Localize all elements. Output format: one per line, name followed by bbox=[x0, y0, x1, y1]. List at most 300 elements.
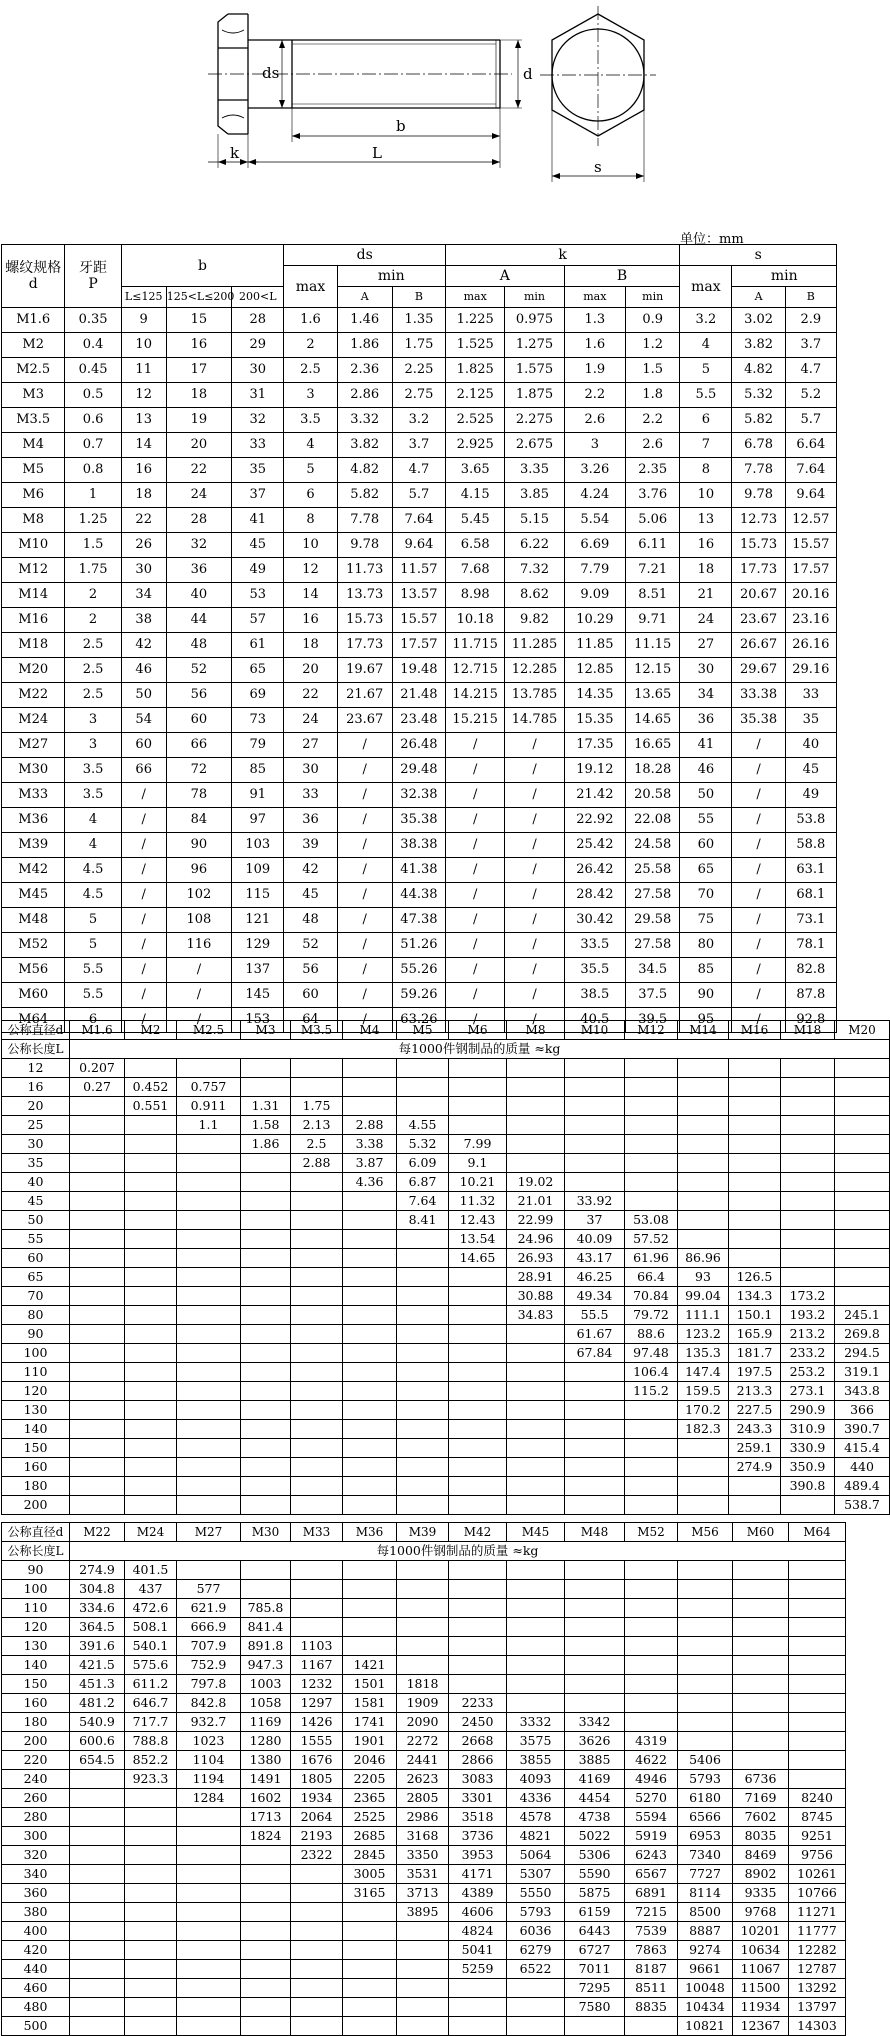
table-cell: 11.15 bbox=[626, 633, 680, 658]
table-cell: 7539 bbox=[625, 1922, 678, 1941]
table-row bbox=[2, 1998, 846, 2017]
table-cell bbox=[125, 1249, 177, 1268]
table-cell: / bbox=[505, 1008, 564, 1033]
table-cell bbox=[835, 1116, 890, 1135]
table-cell bbox=[449, 1618, 507, 1637]
table-cell: 10 bbox=[121, 333, 166, 358]
header-kA-min: min bbox=[505, 287, 564, 308]
table-cell bbox=[241, 1401, 291, 1420]
table-cell: 390.7 bbox=[835, 1420, 890, 1439]
table-cell: 1.58 bbox=[241, 1116, 291, 1135]
table-cell: 6.69 bbox=[564, 533, 625, 558]
table-cell: / bbox=[505, 958, 564, 983]
table-cell: 36 bbox=[166, 558, 231, 583]
table-cell bbox=[70, 1382, 125, 1401]
table-cell: / bbox=[505, 833, 564, 858]
table-cell bbox=[507, 1477, 565, 1496]
table-cell: 9.64 bbox=[785, 483, 836, 508]
column-header: M22 bbox=[70, 1523, 125, 1542]
table-cell: 9.82 bbox=[505, 608, 564, 633]
table-cell bbox=[397, 1941, 449, 1960]
table-cell bbox=[449, 1979, 507, 1998]
table-cell: 14 bbox=[121, 433, 166, 458]
table-cell: 193.2 bbox=[781, 1306, 835, 1325]
table-cell: 6 bbox=[284, 483, 337, 508]
table-cell: 12787 bbox=[789, 1960, 846, 1979]
thread-spec-cell: M27 bbox=[2, 733, 65, 758]
table-cell: 8240 bbox=[789, 1789, 846, 1808]
table-cell: 3.5 bbox=[65, 758, 121, 783]
table-cell: 842.8 bbox=[177, 1694, 241, 1713]
thread-spec-cell: M2 bbox=[2, 333, 65, 358]
table-cell bbox=[241, 1325, 291, 1344]
table-cell bbox=[241, 1059, 291, 1078]
table-cell bbox=[781, 1097, 835, 1116]
table-cell: 0.975 bbox=[505, 308, 564, 333]
table-cell: 5919 bbox=[625, 1827, 678, 1846]
length-cell: 30 bbox=[2, 1135, 70, 1154]
table-cell bbox=[507, 1135, 565, 1154]
table-cell: 4171 bbox=[449, 1865, 507, 1884]
table-row bbox=[2, 1656, 846, 1675]
table-row bbox=[2, 1922, 846, 1941]
table-cell bbox=[507, 1382, 565, 1401]
table-cell: 1.1 bbox=[177, 1116, 241, 1135]
table-row bbox=[2, 758, 837, 783]
table-cell: 103 bbox=[232, 833, 284, 858]
length-cell: 340 bbox=[2, 1865, 70, 1884]
table-cell: 4319 bbox=[625, 1732, 678, 1751]
table-cell: 852.2 bbox=[125, 1751, 177, 1770]
table-cell: 17.35 bbox=[564, 733, 625, 758]
table-cell: / bbox=[505, 933, 564, 958]
table-cell: 18 bbox=[284, 633, 337, 658]
table-cell: 2 bbox=[65, 608, 121, 633]
table-cell: / bbox=[121, 883, 166, 908]
table-row bbox=[2, 1808, 846, 1827]
length-cell: 60 bbox=[2, 1249, 70, 1268]
table-cell: 2.75 bbox=[392, 383, 445, 408]
thread-spec-cell: M16 bbox=[2, 608, 65, 633]
table-cell bbox=[397, 1401, 449, 1420]
table-cell: 29.16 bbox=[785, 658, 836, 683]
table-cell bbox=[789, 1618, 846, 1637]
table-cell: 1023 bbox=[177, 1732, 241, 1751]
table-cell: 4169 bbox=[565, 1770, 625, 1789]
table-cell: 1824 bbox=[241, 1827, 291, 1846]
table-cell bbox=[241, 1865, 291, 1884]
table-cell bbox=[507, 1599, 565, 1618]
table-cell: 1.86 bbox=[337, 333, 392, 358]
table-cell: 538.7 bbox=[835, 1496, 890, 1515]
table-row bbox=[2, 1420, 890, 1439]
length-cell: 260 bbox=[2, 1789, 70, 1808]
table-cell bbox=[507, 1675, 565, 1694]
table-cell: 7602 bbox=[733, 1808, 789, 1827]
table-cell: 12367 bbox=[733, 2017, 789, 2036]
table-cell bbox=[241, 1211, 291, 1230]
table-cell: 8035 bbox=[733, 1827, 789, 1846]
column-header: M30 bbox=[241, 1523, 291, 1542]
table-cell: 19.67 bbox=[337, 658, 392, 683]
table-cell: 72 bbox=[166, 758, 231, 783]
table-cell bbox=[565, 1173, 625, 1192]
table-cell: 0.4 bbox=[65, 333, 121, 358]
length-cell: 35 bbox=[2, 1154, 70, 1173]
table-cell: 111.1 bbox=[678, 1306, 729, 1325]
table-cell bbox=[449, 1268, 507, 1287]
table-cell: 10 bbox=[680, 483, 732, 508]
length-cell: 120 bbox=[2, 1382, 70, 1401]
table-cell bbox=[241, 1268, 291, 1287]
thread-spec-cell: M14 bbox=[2, 583, 65, 608]
table-cell bbox=[565, 1675, 625, 1694]
thread-spec-cell: M48 bbox=[2, 908, 65, 933]
table-cell: 2.5 bbox=[65, 683, 121, 708]
table-row bbox=[2, 1827, 846, 1846]
table-cell bbox=[125, 1827, 177, 1846]
table-cell: 60 bbox=[166, 708, 231, 733]
thread-spec-cell: M33 bbox=[2, 783, 65, 808]
table-cell bbox=[507, 1694, 565, 1713]
table-cell bbox=[241, 1846, 291, 1865]
table-cell: 33 bbox=[785, 683, 836, 708]
table-cell bbox=[291, 1230, 343, 1249]
length-cell: 140 bbox=[2, 1420, 70, 1439]
table-cell bbox=[781, 1249, 835, 1268]
thread-spec-cell: M30 bbox=[2, 758, 65, 783]
table-cell bbox=[125, 1059, 177, 1078]
table-cell bbox=[449, 1675, 507, 1694]
table-cell bbox=[678, 1116, 729, 1135]
table-cell: 7.78 bbox=[732, 458, 785, 483]
table-cell: 182.3 bbox=[678, 1420, 729, 1439]
length-cell: 40 bbox=[2, 1173, 70, 1192]
table-cell: 10766 bbox=[789, 1884, 846, 1903]
table-cell: 6.09 bbox=[397, 1154, 449, 1173]
table-cell bbox=[781, 1154, 835, 1173]
table-row bbox=[2, 1363, 890, 1382]
table-cell bbox=[177, 1306, 241, 1325]
table-cell bbox=[507, 1656, 565, 1675]
table-cell: 21.48 bbox=[392, 683, 445, 708]
table-cell: 16.65 bbox=[626, 733, 680, 758]
length-cell: 110 bbox=[2, 1363, 70, 1382]
table-cell: 10048 bbox=[678, 1979, 733, 1998]
table-cell: / bbox=[505, 983, 564, 1008]
table-cell: 29.67 bbox=[732, 658, 785, 683]
table-row bbox=[2, 708, 837, 733]
table-cell bbox=[789, 1656, 846, 1675]
table-cell: 53 bbox=[232, 583, 284, 608]
table-cell bbox=[625, 1059, 678, 1078]
column-header: M64 bbox=[789, 1523, 846, 1542]
table-cell: 37 bbox=[565, 1211, 625, 1230]
table-cell bbox=[70, 1287, 125, 1306]
table-cell bbox=[177, 1344, 241, 1363]
table-cell bbox=[729, 1477, 781, 1496]
table-cell bbox=[291, 1580, 343, 1599]
table-cell: 40 bbox=[166, 583, 231, 608]
table-cell: 2.86 bbox=[337, 383, 392, 408]
table-cell: 1169 bbox=[241, 1713, 291, 1732]
table-cell bbox=[125, 1363, 177, 1382]
table-cell: 11500 bbox=[733, 1979, 789, 1998]
table-cell: 37.5 bbox=[626, 983, 680, 1008]
column-header: M20 bbox=[835, 1021, 890, 1040]
table-cell: 32.38 bbox=[392, 783, 445, 808]
table-cell bbox=[507, 1561, 565, 1580]
table-cell: / bbox=[505, 883, 564, 908]
table-cell bbox=[343, 1306, 397, 1325]
table-row bbox=[2, 1732, 846, 1751]
table-row bbox=[2, 808, 837, 833]
table-cell: / bbox=[732, 908, 785, 933]
table-cell bbox=[729, 1249, 781, 1268]
table-cell: 0.757 bbox=[177, 1078, 241, 1097]
table-cell: 10.21 bbox=[449, 1173, 507, 1192]
column-header: M42 bbox=[449, 1523, 507, 1542]
table-cell: 1.86 bbox=[241, 1135, 291, 1154]
table-cell: 259.1 bbox=[729, 1439, 781, 1458]
length-cell: 480 bbox=[2, 1998, 70, 2017]
table-cell: 86.96 bbox=[678, 1249, 729, 1268]
table-row bbox=[2, 1344, 890, 1363]
table-cell: 14.65 bbox=[449, 1249, 507, 1268]
table-cell bbox=[343, 1363, 397, 1382]
table-cell: 366 bbox=[835, 1401, 890, 1420]
table-cell: 6567 bbox=[625, 1865, 678, 1884]
table-cell: 35 bbox=[232, 458, 284, 483]
table-cell bbox=[449, 1363, 507, 1382]
table-row bbox=[2, 1713, 846, 1732]
table-cell: 9251 bbox=[789, 1827, 846, 1846]
table-cell bbox=[678, 1637, 733, 1656]
table-cell bbox=[507, 1401, 565, 1420]
table-row bbox=[2, 1675, 846, 1694]
table-cell: 472.6 bbox=[125, 1599, 177, 1618]
table-cell: 60 bbox=[680, 833, 732, 858]
table-cell: 4 bbox=[680, 333, 732, 358]
table-cell: 8114 bbox=[678, 1884, 733, 1903]
table-cell: 7.78 bbox=[337, 508, 392, 533]
table-cell: 3.2 bbox=[392, 408, 445, 433]
table-cell bbox=[343, 1979, 397, 1998]
table-cell: 540.9 bbox=[70, 1713, 125, 1732]
table-cell: 3.85 bbox=[505, 483, 564, 508]
table-cell: 35.5 bbox=[564, 958, 625, 983]
table-cell: 42 bbox=[284, 858, 337, 883]
table-cell: 26.67 bbox=[732, 633, 785, 658]
thread-spec-cell: M1.6 bbox=[2, 308, 65, 333]
table-cell: 1741 bbox=[343, 1713, 397, 1732]
table-cell bbox=[291, 1458, 343, 1477]
table-cell: 55.26 bbox=[392, 958, 445, 983]
table-cell bbox=[625, 1078, 678, 1097]
table-cell bbox=[397, 1420, 449, 1439]
table-cell: 9335 bbox=[733, 1884, 789, 1903]
table-cell: 5.82 bbox=[732, 408, 785, 433]
table-cell: 1284 bbox=[177, 1789, 241, 1808]
table-cell bbox=[397, 1382, 449, 1401]
table-cell: 57 bbox=[232, 608, 284, 633]
table-cell: 3 bbox=[65, 708, 121, 733]
table-cell: 13 bbox=[121, 408, 166, 433]
table-cell bbox=[177, 1561, 241, 1580]
table-cell: 8511 bbox=[625, 1979, 678, 1998]
table-cell bbox=[343, 1059, 397, 1078]
table-cell: 66 bbox=[121, 758, 166, 783]
length-cell: 460 bbox=[2, 1979, 70, 1998]
table-cell: 1581 bbox=[343, 1694, 397, 1713]
table-cell: / bbox=[732, 758, 785, 783]
table-cell bbox=[70, 1922, 125, 1941]
table-cell bbox=[625, 2017, 678, 2036]
table-cell bbox=[565, 1363, 625, 1382]
table-row bbox=[2, 958, 837, 983]
table-cell: 2668 bbox=[449, 1732, 507, 1751]
table-cell: 4821 bbox=[507, 1827, 565, 1846]
table-cell: 41 bbox=[232, 508, 284, 533]
table-cell: 2986 bbox=[397, 1808, 449, 1827]
table-cell bbox=[449, 1344, 507, 1363]
thread-spec-cell: M6 bbox=[2, 483, 65, 508]
table-cell: 12.15 bbox=[626, 658, 680, 683]
length-cell: 130 bbox=[2, 1401, 70, 1420]
table-cell: 16 bbox=[680, 533, 732, 558]
table-row bbox=[2, 1268, 890, 1287]
table-cell: / bbox=[732, 733, 785, 758]
table-cell: 4622 bbox=[625, 1751, 678, 1770]
table-cell bbox=[291, 1561, 343, 1580]
table-cell: 50 bbox=[121, 683, 166, 708]
table-cell: 48 bbox=[284, 908, 337, 933]
table-cell: 13.57 bbox=[392, 583, 445, 608]
table-cell bbox=[729, 1116, 781, 1135]
table-cell bbox=[678, 1097, 729, 1116]
table-cell bbox=[177, 1439, 241, 1458]
table-cell: 49 bbox=[232, 558, 284, 583]
length-cell: 150 bbox=[2, 1675, 70, 1694]
table-cell: 2.88 bbox=[343, 1116, 397, 1135]
table-row bbox=[2, 583, 837, 608]
table-cell: 66.4 bbox=[625, 1268, 678, 1287]
table-cell bbox=[507, 1979, 565, 1998]
table-cell: 1555 bbox=[291, 1732, 343, 1751]
table-cell: 4454 bbox=[565, 1789, 625, 1808]
table-cell bbox=[835, 1287, 890, 1306]
table-cell: 1.6 bbox=[284, 308, 337, 333]
table-cell bbox=[565, 1656, 625, 1675]
table-cell: 26.16 bbox=[785, 633, 836, 658]
table-cell: 27.58 bbox=[626, 883, 680, 908]
table-cell: 4.5 bbox=[65, 883, 121, 908]
table-cell bbox=[177, 1135, 241, 1154]
column-header: M5 bbox=[397, 1021, 449, 1040]
table-cell bbox=[70, 1496, 125, 1515]
table-cell: 3713 bbox=[397, 1884, 449, 1903]
table-cell: 92.8 bbox=[785, 1008, 836, 1033]
table-cell: 6443 bbox=[565, 1922, 625, 1941]
table-cell: 1901 bbox=[343, 1732, 397, 1751]
table-cell: / bbox=[121, 933, 166, 958]
table-cell: 17.57 bbox=[785, 558, 836, 583]
table-cell: 24 bbox=[166, 483, 231, 508]
table-cell: 5.2 bbox=[785, 383, 836, 408]
table-cell: 2685 bbox=[343, 1827, 397, 1846]
table-cell bbox=[291, 1059, 343, 1078]
table-cell: 1713 bbox=[241, 1808, 291, 1827]
table-cell bbox=[70, 1230, 125, 1249]
table-cell: 253.2 bbox=[781, 1363, 835, 1382]
table-cell: 3342 bbox=[565, 1713, 625, 1732]
table-cell bbox=[507, 1116, 565, 1135]
table-cell bbox=[177, 2017, 241, 2036]
table-cell bbox=[125, 1846, 177, 1865]
table-row bbox=[2, 1979, 846, 1998]
table-cell: 437 bbox=[125, 1580, 177, 1599]
table-cell bbox=[397, 1344, 449, 1363]
table-cell: 1297 bbox=[291, 1694, 343, 1713]
table-cell: 55 bbox=[680, 808, 732, 833]
table-cell bbox=[625, 1401, 678, 1420]
table-cell: 22 bbox=[166, 458, 231, 483]
table-cell: 269.8 bbox=[835, 1325, 890, 1344]
table-cell: 97 bbox=[232, 808, 284, 833]
table-cell: 7.68 bbox=[446, 558, 505, 583]
column-header: M39 bbox=[397, 1523, 449, 1542]
table-cell bbox=[241, 1192, 291, 1211]
table-cell: 7295 bbox=[565, 1979, 625, 1998]
table-cell: 3885 bbox=[565, 1751, 625, 1770]
table-cell bbox=[125, 1287, 177, 1306]
table-cell bbox=[291, 1599, 343, 1618]
table-cell: 12 bbox=[284, 558, 337, 583]
table-cell bbox=[449, 1306, 507, 1325]
table-cell: 34 bbox=[680, 683, 732, 708]
table-cell: 32 bbox=[232, 408, 284, 433]
table-cell: / bbox=[446, 908, 505, 933]
table-cell: / bbox=[166, 1008, 231, 1033]
table-cell: 6159 bbox=[565, 1903, 625, 1922]
table-cell bbox=[125, 1808, 177, 1827]
table-cell: 55.5 bbox=[565, 1306, 625, 1325]
table-cell: / bbox=[121, 983, 166, 1008]
table-cell bbox=[507, 1439, 565, 1458]
table-cell: 1280 bbox=[241, 1732, 291, 1751]
mass2-header-l: 公称长度L bbox=[2, 1542, 70, 1561]
table-cell: / bbox=[446, 858, 505, 883]
table-cell bbox=[678, 1078, 729, 1097]
table-cell bbox=[835, 1173, 890, 1192]
table-cell bbox=[125, 1230, 177, 1249]
table-cell: 28 bbox=[232, 308, 284, 333]
table-cell: 0.9 bbox=[626, 308, 680, 333]
table-cell: 3301 bbox=[449, 1789, 507, 1808]
table-cell: 48 bbox=[166, 633, 231, 658]
table-cell bbox=[70, 1941, 125, 1960]
table-cell bbox=[397, 1078, 449, 1097]
table-cell bbox=[781, 1211, 835, 1230]
table-cell bbox=[733, 1561, 789, 1580]
label-b: b bbox=[396, 117, 406, 135]
table-cell bbox=[241, 1884, 291, 1903]
table-cell bbox=[835, 1230, 890, 1249]
table-cell bbox=[291, 1249, 343, 1268]
table-cell bbox=[835, 1192, 890, 1211]
table-cell: 797.8 bbox=[177, 1675, 241, 1694]
table-cell: 666.9 bbox=[177, 1618, 241, 1637]
